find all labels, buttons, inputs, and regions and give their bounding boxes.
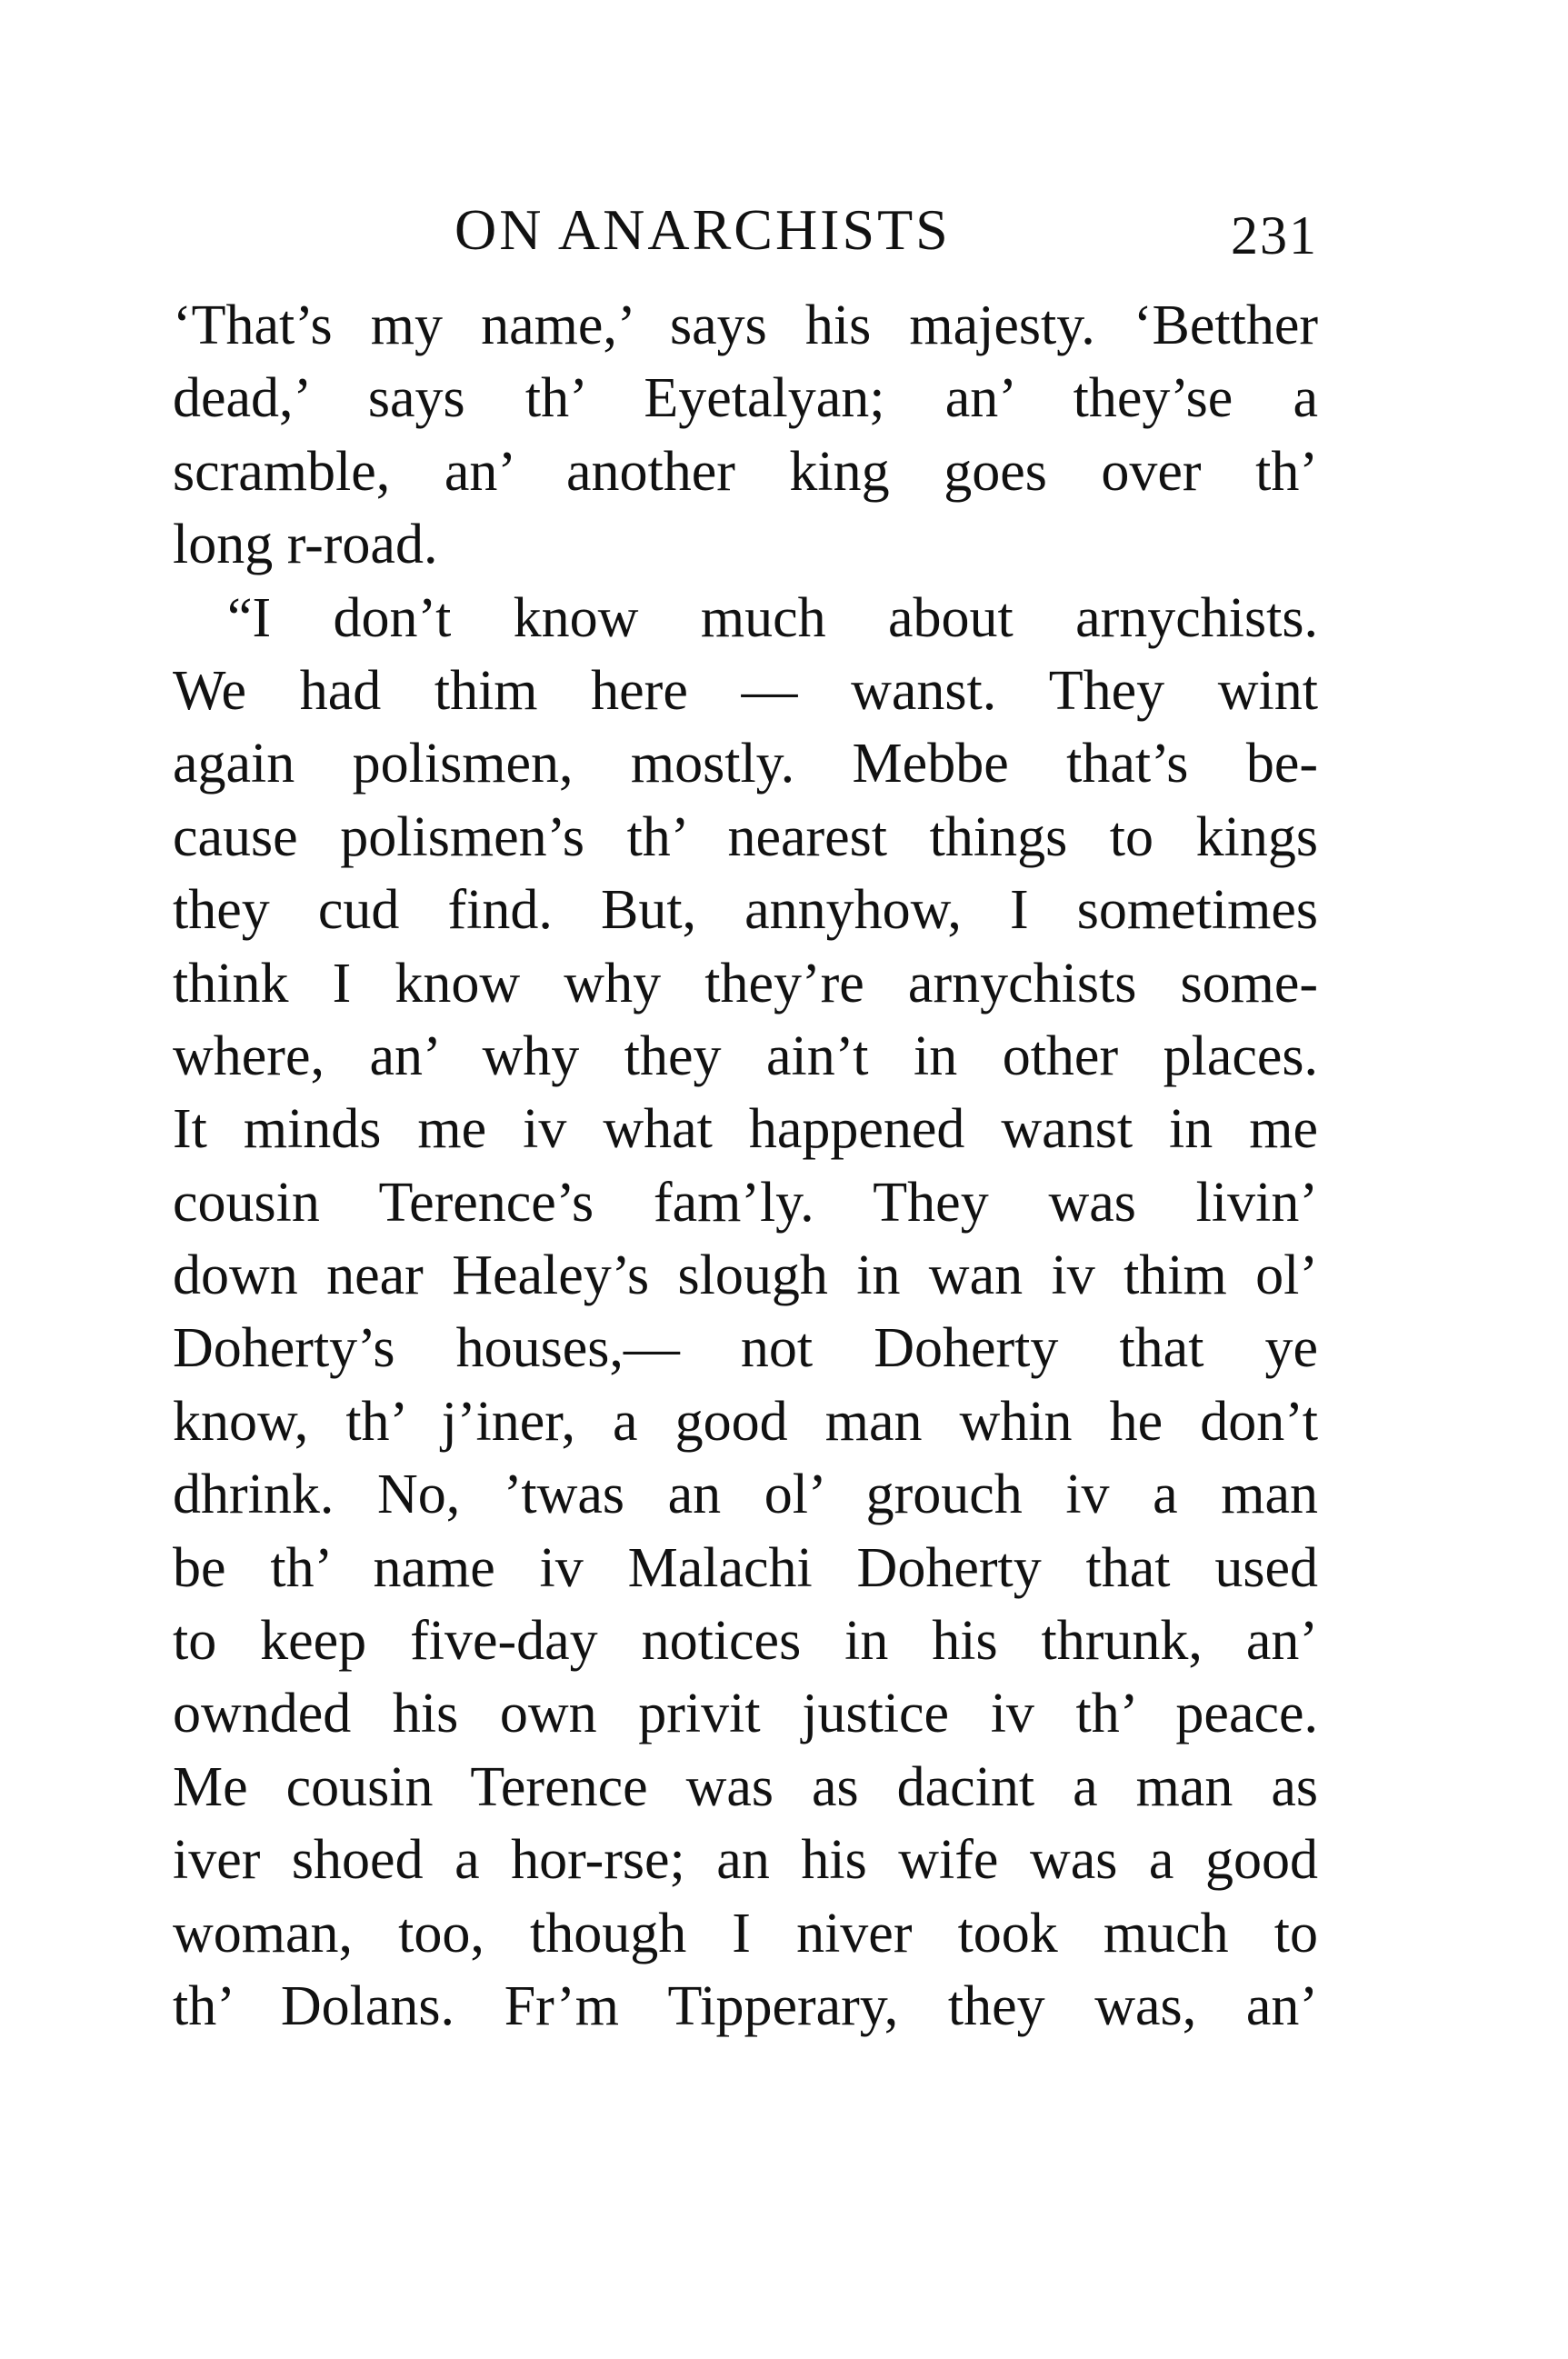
- text-line: Me cousin Terence was as dacint a man as: [173, 1755, 1318, 1818]
- text-line: It minds me iv what happened wanst in me: [173, 1098, 1318, 1161]
- text-line: know, th’ j’iner, a good man whin he don’t: [173, 1390, 1318, 1453]
- text-line: where, an’ why they ain’t in other places.: [173, 1025, 1318, 1087]
- text-line: dhrink. No, ’twas an ol’ grouch iv a man: [173, 1464, 1318, 1526]
- text-line: We had thim here — wanst. They wint: [173, 659, 1318, 722]
- text-line: again polismen, mostly. Mebbe that’s be-: [173, 733, 1318, 795]
- text-line: down near Healey’s slough in wan iv thim ol’: [173, 1244, 1318, 1307]
- text-line: cousin Terence’s fam’ly. They was livin’: [173, 1171, 1318, 1234]
- text-line: be th’ name iv Malachi Doherty that used: [173, 1536, 1318, 1599]
- text-line: th’ Dolans. Fr’m Tipperary, they was, an’: [173, 1974, 1318, 2037]
- text-line: scramble, an’ another king goes over th’: [173, 440, 1318, 503]
- running-title: ON ANARCHISTS: [454, 197, 951, 262]
- body-text: [173, 289, 1318, 2043]
- text-line: “I don’t know much about arnychists.: [227, 586, 1318, 649]
- text-line: to keep five-day notices in his thrunk, an’: [173, 1610, 1318, 1673]
- text-line: think I know why they’re arnychists some-: [173, 952, 1318, 1015]
- text-line: they cud find. But, annyhow, I sometimes: [173, 879, 1318, 942]
- page-number: 231: [1231, 205, 1318, 265]
- text-line: ‘That’s my name,’ says his majesty. ‘Betther: [173, 295, 1318, 356]
- text-line: ownded his own privit justice iv th’ peace.: [173, 1683, 1318, 1745]
- running-head: [173, 189, 1318, 271]
- text-line: Doherty’s houses,— not Doherty that ye: [173, 1317, 1318, 1380]
- text-line: long r-road.: [173, 514, 438, 576]
- text-line: cause polismen’s th’ nearest things to kings: [173, 805, 1318, 868]
- text-line: woman, too, though I niver took much to: [173, 1902, 1318, 1964]
- text-line: iver shoed a hor-rse; an his wife was a good: [173, 1829, 1318, 1892]
- text-line: dead,’ says th’ Eyetalyan; an’ they’se a: [173, 367, 1318, 430]
